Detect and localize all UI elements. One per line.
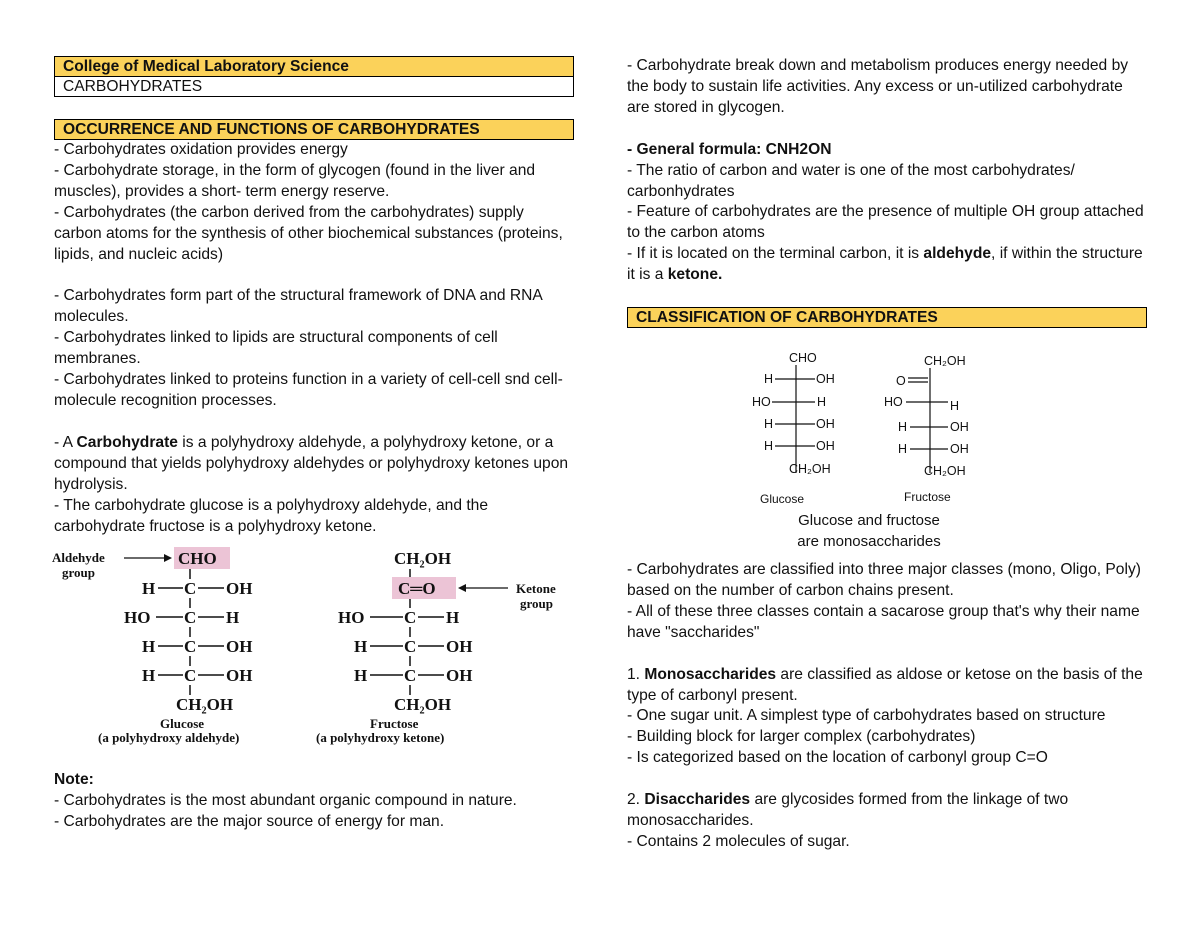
occurrence-heading-text: OCCURRENCE AND FUNCTIONS OF CARBOHYDRATES [63,121,480,138]
classification-line: - All of these three classes contain a sacarose group that's why their name have "saccharides" [627,602,1140,641]
svg-text:H: H [226,608,240,627]
svg-text:H: H [354,637,368,656]
classification-line: - Carbohydrates are classified into three major classes (mono, Oligo, Poly) based on the number of carbon chains present. [627,561,1141,599]
svg-text:H: H [898,420,908,434]
svg-text:C: C [404,608,417,627]
svg-text:CH₂OH: CH₂OH [924,464,966,478]
note-line: - Carbohydrates are the major source of energy for man. [54,812,445,830]
disaccharide-line: - Contains 2 molecules of sugar. [627,832,850,850]
svg-text:OH: OH [446,637,473,656]
glucose-label: Glucose [760,492,805,506]
svg-text:CHO: CHO [789,351,817,365]
svg-text:OH: OH [226,666,253,685]
aldehyde-label: Aldehyde [52,550,105,565]
fructose-name: Fructose [370,716,419,731]
right-column-top [627,56,1147,328]
svg-text:OH: OH [446,666,473,685]
monosaccharide-caption: Glucose and fructose [798,512,940,529]
svg-text:H: H [142,666,156,685]
svg-text:CH₂OH: CH₂OH [924,354,966,368]
svg-text:OH: OH [950,420,969,434]
aldehyde-label: group [62,565,95,580]
left-column [54,56,574,537]
svg-text:HO: HO [338,608,365,627]
fructose-ch2oh-bottom: CH₂OH [394,695,452,714]
glucose-desc: (a polyhydroxy aldehyde) [98,730,240,745]
monosaccharide-line: - Is categorized based on the location of carbonyl group C=O [627,749,1048,767]
classification-heading-text: CLASSIFICATION OF CARBOHYDRATES [636,309,938,327]
svg-text:C: C [404,666,417,685]
ketone-label: Ketone [516,581,556,596]
svg-text:C: C [184,579,197,598]
subject-title: CARBOHYDRATES [63,78,203,95]
occurrence-line: - Carbohydrates linked to proteins function in a variety of cell-cell snd cell-molecule recognition processes. [54,371,563,409]
right-column-bottom [627,560,1152,853]
occurrence-line: - Carbohydrates form part of the structural framework of DNA and RNA molecules. [54,287,542,326]
disaccharides-text: 2. Disaccharides are glycosides formed from the linkage of two monosaccharides. [627,791,1069,830]
monosaccharide-line: - Building block for larger complex (carbohydrates) [627,728,976,746]
svg-text:HO: HO [124,608,151,627]
svg-text:HO: HO [752,395,771,409]
note-section [54,770,574,833]
glucose-fructose-definition: - The carbohydrate glucose is a polyhydroxy aldehyde, and the carbohydrate fructose is a polyhydroxy ketone. [54,496,489,535]
occurrence-line: - Carbohydrates oxidation provides energy [54,141,348,158]
svg-text:OH: OH [816,417,835,431]
feature-text: - Feature of carbohydrates are the presence of multiple OH group attached to the carbon atoms [627,203,1144,242]
svg-text:OH: OH [816,372,835,386]
occurrence-line: - Carbohydrates linked to lipids are structural components of cell membranes. [54,329,498,368]
svg-text:H: H [142,579,156,598]
svg-text:C: C [184,637,197,656]
general-formula: - General formula: CNH2ON [627,140,832,158]
ketone-label: group [520,596,553,611]
occurrence-line: - Carbohydrates (the carbon derived from the carbohydrates) supply carbon atoms for the synthesis of other biochemical substances (proteins, lipids, and nucleic acids) [54,203,563,263]
glucose-cho: CHO [178,549,217,568]
occurrence-line: - Carbohydrate storage, in the form of glycogen (found in the liver and muscles), provides a short- term energy reserve. [54,161,536,200]
monosaccharide-line: - One sugar unit. A simplest type of carbohydrates based on structure [627,707,1106,725]
classification-heading [627,307,1147,328]
svg-text:OH: OH [950,442,969,456]
svg-text:CH₂OH: CH₂OH [789,462,831,476]
fructose-label: Fructose [904,490,951,504]
fructose-desc: (a polyhydroxy ketone) [316,730,445,745]
svg-text:H: H [764,372,774,386]
svg-text:C: C [404,637,417,656]
monosaccharide-figure [740,345,1000,553]
fructose-co: C═O [398,579,436,598]
ratio-text: - The ratio of carbon and water is one of the most carbohydrates/ carbonhydrates [627,161,1075,200]
glucose-ch2oh: CH₂OH [176,695,234,714]
svg-text:H: H [898,442,908,456]
svg-text:OH: OH [226,579,253,598]
svg-text:C: C [184,608,197,627]
occurrence-heading [54,119,574,140]
glucose-fructose-figure [48,542,578,752]
svg-text:OH: OH [226,637,253,656]
svg-text:O: O [896,374,906,388]
title-box [54,56,574,76]
svg-text:H: H [764,439,774,453]
svg-text:H: H [817,395,827,409]
svg-text:H: H [354,666,368,685]
svg-text:H: H [142,637,156,656]
fructose-ch2oh-top: CH₂OH [394,549,452,568]
glucose-name: Glucose [160,716,205,731]
svg-text:OH: OH [816,439,835,453]
metabolism-text: - Carbohydrate break down and metabolism produces energy needed by the body to sustain life activities. Any excess or un-utilized carbohydrate are stored in glycogen. [627,57,1129,116]
svg-text:H: H [764,417,774,431]
svg-text:H: H [446,608,460,627]
note-title: Note: [54,771,94,788]
subject-box [54,76,574,97]
svg-text:H: H [950,399,960,413]
college-title: College of Medical Laboratory Science [63,58,349,75]
terminal-text: - If it is located on the terminal carbon, it is aldehyde, if within the structure it is a ketone. [627,245,1143,284]
svg-text:C: C [184,666,197,685]
monosaccharides-text: 1. Monosaccharides are classified as aldose or ketose on the basis of the type of carbonyl present. [627,665,1143,704]
monosaccharide-caption: are monosaccharides [797,533,941,550]
svg-text:HO: HO [884,395,903,409]
carbohydrate-definition: - A Carbohydrate is a polyhydroxy aldehyde, a polyhydroxy ketone, or a compound that yields polyhydroxy aldehydes or polyhydroxy ketones upon hydrolysis. [54,433,569,493]
note-line: - Carbohydrates is the most abundant organic compound in nature. [54,791,517,809]
